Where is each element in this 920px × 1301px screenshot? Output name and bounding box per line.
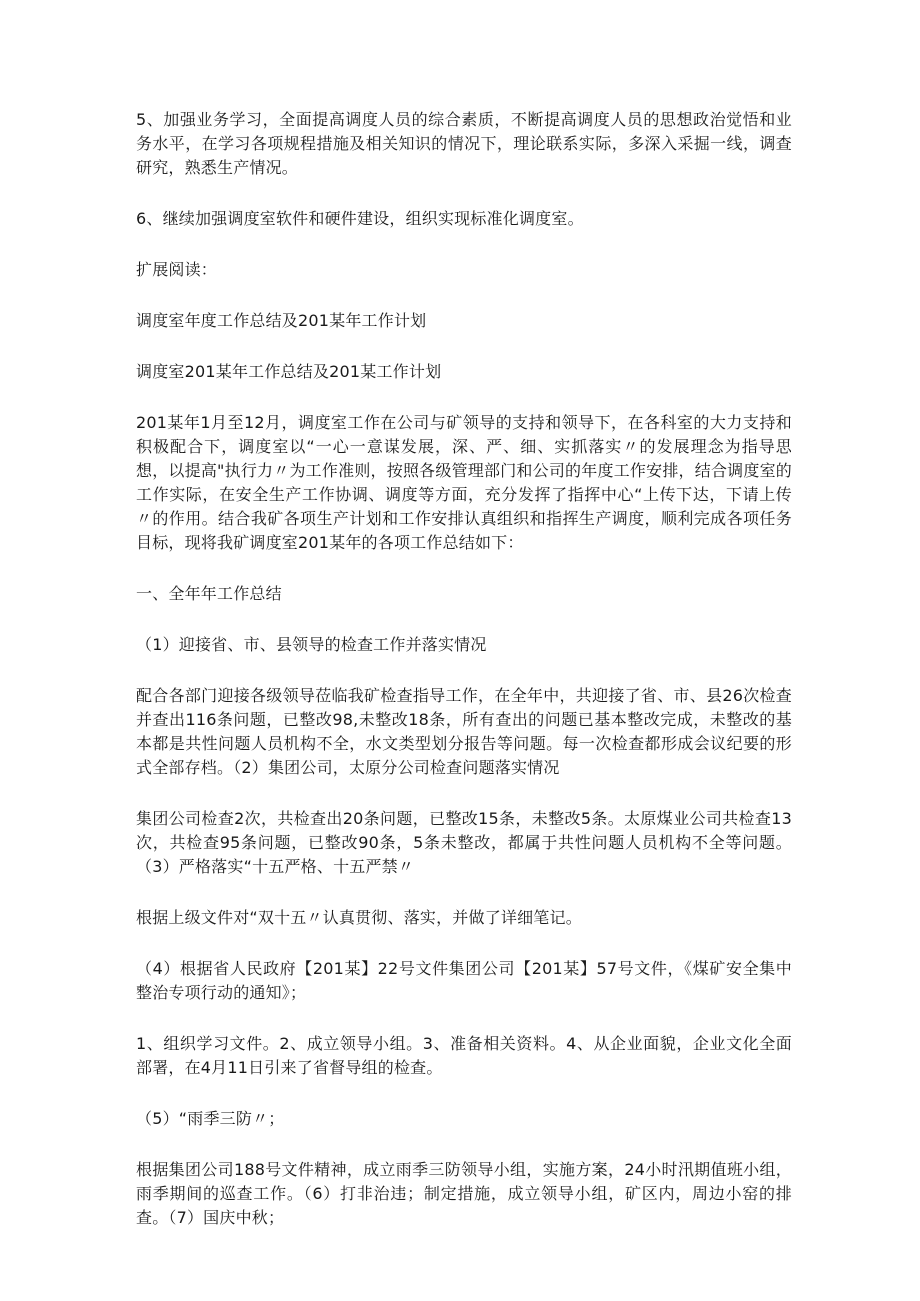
paragraph-inspection-details: 配合各部门迎接各级领导莅临我矿检查指导工作，在全年中，共迎接了省、市、县26次检查并查出116条问题，已整改98,未整改18条，所有查出的问题已基本整改完成，未整改的基本都是共性问题人员机构不全，水文类型划分报告等问题。每一次检查都形成会议纪要的形式全部存档。（2）集团公司，太原分公司检查问题落实情况 [136,686,792,777]
paragraph-government-notice: （4）根据省人民政府【201某】22号文件集团公司【201某】57号文件，《煤矿安全集中整治专项行动的通知》； [136,959,792,1002]
extended-reading-label: 扩展阅读： [136,260,218,279]
subheading-rainy-season: （5）“雨季三防〃； [136,1109,285,1128]
section-heading-annual-summary: 一、全年年工作总结 [136,584,282,603]
paragraph-group-inspection: 集团公司检查2次，共检查出20条问题，已整改15条，未整改5条。太原煤业公司共检查13次，共检查95条问题，已整改90条，5条未整改，都属于共性问题人员机构不全等问题。（3）严格落实“十五严格、十五严禁〃 [136,809,792,876]
paragraph-action-steps: 1、组织学习文件。2、成立领导小组。3、准备相关资料。4、从企业面貌，企业文化全面部署，在4月11日引来了省督导组的检查。 [136,1034,792,1077]
paragraph-double-fifteen: 根据上级文件对“双十五〃认真贯彻、落实，并做了详细笔记。 [136,908,582,927]
subheading-inspection: （1）迎接省、市、县领导的检查工作并落实情况 [136,635,487,654]
article-title: 调度室年度工作总结及201某年工作计划 [136,311,427,330]
paragraph-rainy-season-details: 根据集团公司188号文件精神，成立雨季三防领导小组，实施方案，24小时汛期值班小组，雨季期间的巡查工作。（6）打非治违；制定措施，成立领导小组，矿区内，周边小窑的排查。（7）国庆中秋； [136,1160,792,1227]
document-body [136,108,792,1257]
paragraph-study-item-5: 5、加强业务学习，全面提高调度人员的综合素质，不断提高调度人员的思想政治觉悟和业务水平，在学习各项规程措施及相关知识的情况下，理论联系实际，多深入采掘一线，调查研究，熟悉生产情况。 [136,110,792,177]
paragraph-build-item-6: 6、继续加强调度室软件和硬件建设，组织实现标准化调度室。 [136,209,584,228]
paragraph-intro: 201某年1月至12月，调度室工作在公司与矿领导的支持和领导下，在各科室的大力支持和积极配合下，调度室以“一心一意谋发展，深、严、细、实抓落实〃的发展理念为指导思想，以提高"执行力〃为工作准则，按照各级管理部门和公司的年度工作安排，结合调度室的工作实际，在安全生产工作协调、调度等方面，充分发挥了指挥中心“上传下达，下请上传〃的作用。结合我矿各项生产计划和工作安排认真组织和指挥生产调度，顺利完成各项任务目标，现将我矿调度室201某年的各项工作总结如下： [136,413,792,552]
article-subtitle: 调度室201某年工作总结及201某工作计划 [136,362,442,381]
